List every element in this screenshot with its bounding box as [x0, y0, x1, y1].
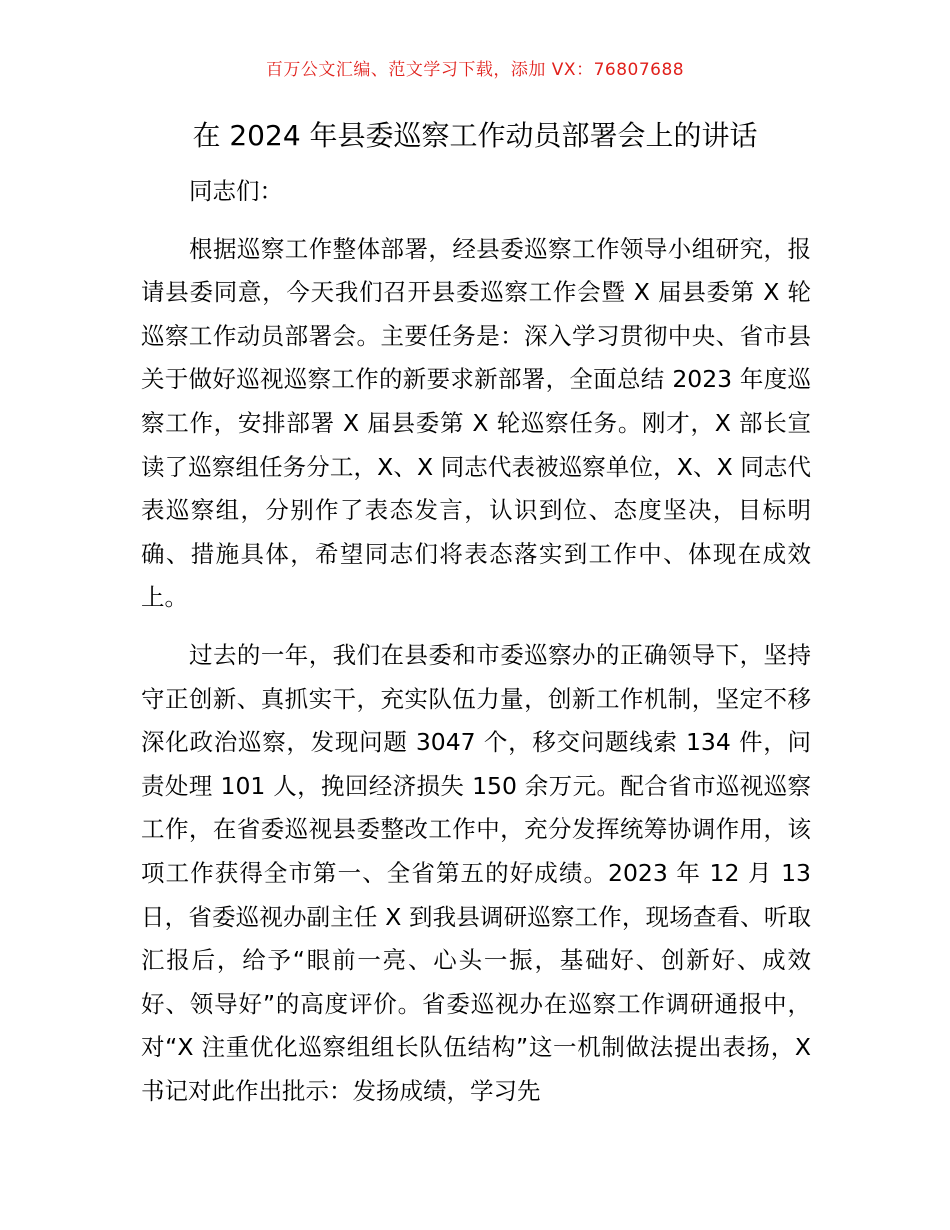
watermark-header: 百万公文汇编、范文学习下载，添加 VX：76807688 [265, 60, 685, 80]
document-title: 在 2024 年县委巡察工作动员部署会上的讲话 [192, 119, 758, 152]
document-body [141, 170, 811, 1113]
salutation: 同志们： [189, 177, 283, 205]
body-paragraph-2: 过去的一年，我们在县委和市委巡察办的正确领导下，坚持守正创新、真抓实干，充实队伍力量，创新工作机制，坚定不移深化政治巡察，发现问题 3047 个，移交问题线索 134 件，问责处理 101 人，挽回经济损失 150 余万元。配合省市巡视巡察工作，在省委巡视县委整改工作中，充分发挥统筹协调作用，该项工作获得全市第一、全省第五的好成绩。2023 年 12 月 13 日，省委巡视办副主任 X 到我县调研巡察工作，现场查看、听取汇报后，给予“眼前一亮、心头一振，基础好、创新好、成效好、领导好”的高度评价。省委巡视办在巡察工作调研通报中，对“X 注重优化巡察组组长队伍结构”这一机制做法提出表扬，X 书记对此作出批示：发扬成绩，学习先 [141, 640, 811, 1105]
body-paragraph-1: 根据巡察工作整体部署，经县委巡察工作领导小组研究，报请县委同意，今天我们召开县委巡察工作会暨 X 届县委第 X 轮巡察工作动员部署会。主要任务是：深入学习贯彻中央、省市县关于做好巡视巡察工作的新要求新部署，全面总结 2023 年度巡察工作，安排部署 X 届县委第 X 轮巡察任务。刚才，X 部长宣读了巡察组任务分工，X、X 同志代表被巡察单位，X、X 同志代表巡察组，分别作了表态发言，认识到位、态度坚决，目标明确、措施具体，希望同志们将表态落实到工作中、体现在成效上。 [141, 234, 811, 612]
